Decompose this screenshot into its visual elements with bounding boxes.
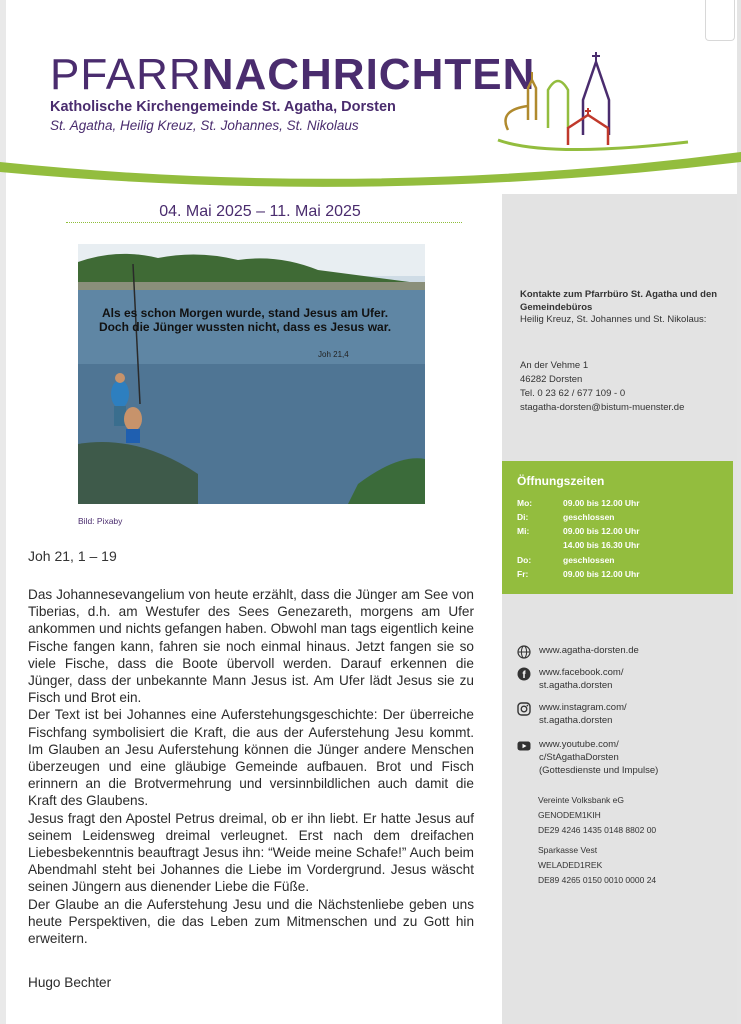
page-corner-tab (705, 0, 735, 41)
hours-day: Fr: (517, 569, 529, 579)
article-paragraph: Der Glaube an die Auferstehung Jesu und die Nächstenliebe geben uns heute Perspektiven, die das Leben zum Mitmenschen und zu Gott hin erweitern. (28, 896, 474, 947)
facebook-icon (517, 667, 531, 681)
parish-name: Katholische Kirchengemeinde St. Agatha, Dorsten (50, 99, 396, 115)
contact-address (520, 359, 684, 415)
article-paragraph: Das Johannesevangelium von heute erzählt, dass die Jünger am See von Tiberias, d.h. am Westufer des Sees Genezareth, morgens am Ufer ankommen und nichts gefangen haben. Obwohl man tags eigentlich keine Fische fangen kann, fahren sie noch einmal hinaus. Jetzt fangen sie so viele Fische, dass die Boote übervoll werden. Darauf erkennen die Jünger, dass der unbekannte Mann Jesus ist. Am Ufer lädt Jesus sie zu Fisch und Brot ein. (28, 587, 474, 706)
youtube-description: (Gottesdienste und Impulse) (539, 765, 659, 776)
photo-illustration (78, 244, 425, 504)
address-street: An der Vehme 1 (520, 360, 589, 371)
hours-day: Mo: (517, 498, 533, 508)
opening-hours-title: Öffnungszeiten (517, 474, 605, 488)
article-body (28, 586, 474, 947)
hours-row (517, 569, 640, 579)
youtube-url-line2[interactable]: c/StAgathaDorsten (539, 752, 619, 763)
title-part-bold: NACHRICHTEN (201, 50, 536, 99)
bank-bic: GENODEM1KIH (538, 810, 601, 820)
article-author: Hugo Bechter (28, 975, 112, 990)
hours-time: 09.00 bis 12.00 Uhr (563, 498, 640, 508)
hours-row (517, 555, 615, 565)
photo-credit: Bild: Pixaby (78, 516, 123, 526)
globe-icon (517, 645, 531, 659)
hours-row (517, 498, 640, 508)
youtube-link[interactable] (517, 739, 717, 781)
email-link[interactable]: stagatha-dorsten@bistum-muenster.de (520, 402, 685, 413)
hours-day: Do: (517, 555, 532, 565)
bank-account (538, 843, 656, 888)
phone-number[interactable]: Tel. 0 23 62 / 677 109 - 0 (520, 388, 626, 399)
contact-block (520, 289, 730, 327)
hours-time: geschlossen (563, 555, 615, 565)
bank-bic: WELADED1REK (538, 860, 603, 870)
lake-fishing-photo (78, 244, 425, 504)
bank-name: Sparkasse Vest (538, 845, 598, 855)
parish-list: St. Agatha, Heilig Kreuz, St. Johannes, St. Nikolaus (50, 118, 359, 133)
address-city: 46282 Dorsten (520, 374, 583, 385)
photo-bible-reference: Joh 21,4 (318, 350, 349, 359)
bank-iban: DE29 4246 1435 0148 8802 00 (538, 825, 657, 835)
instagram-link[interactable] (517, 702, 717, 730)
facebook-link[interactable] (517, 667, 717, 695)
bank-account (538, 793, 656, 838)
website-url[interactable]: www.agatha-dorsten.de (539, 645, 639, 656)
bank-name: Vereinte Volksbank eG (538, 795, 625, 805)
bank-iban: DE89 4265 0150 0010 0000 24 (538, 875, 657, 885)
youtube-url-line1[interactable]: www.youtube.com/ (539, 739, 619, 750)
photo-caption: Als es schon Morgen wurde, stand Jesus am Ufer. Doch die Jünger wussten nicht, dass es Jesus war. (98, 306, 392, 334)
hours-day: Di: (517, 512, 529, 522)
newsletter-title (50, 50, 535, 100)
hours-row (517, 512, 615, 522)
contact-heading: Kontakte zum Pfarrbüro St. Agatha und den Gemeindebüros (520, 289, 718, 313)
hours-day: Mi: (517, 526, 530, 536)
youtube-icon (517, 739, 531, 753)
svg-text:f: f (522, 670, 526, 681)
instagram-icon (517, 702, 531, 716)
hours-row (517, 526, 640, 536)
instagram-url-line1[interactable]: www.instagram.com/ (539, 702, 627, 713)
date-divider (66, 222, 462, 223)
website-link[interactable] (517, 645, 717, 661)
instagram-url-line2[interactable]: st.agatha.dorsten (539, 715, 613, 726)
article-paragraph: Jesus fragt den Apostel Petrus dreimal, ob er ihn liebt. Er hatte Jesus auf seinem Leidensweg dreimal verleugnet. Erst nach dem dreifachen Liebesbekenntnis beauftragt Jesus ihn: “Weide meine Schafe!” Auch beim Abendmahl steht bei Johannes die Liebe im Vordergrund. Jesus wäscht seinen Jüngern aus dienender Liebe die Füße. (28, 810, 474, 895)
facebook-url-line2[interactable]: st.agatha.dorsten (539, 680, 613, 691)
article-reference: Joh 21, 1 – 19 (28, 548, 117, 564)
contact-heading-sub: Heilig Kreuz, St. Johannes und St. Nikolaus: (520, 314, 707, 326)
header-swoosh (0, 140, 741, 200)
hours-time: 14.00 bis 16.30 Uhr (563, 540, 640, 550)
date-range: 04. Mai 2025 – 11. Mai 2025 (159, 203, 361, 220)
hours-row (517, 540, 640, 550)
title-part-thin: PFARR (50, 50, 202, 99)
hours-time: geschlossen (563, 512, 615, 522)
article-paragraph: Der Text ist bei Johannes eine Auferstehungsgeschichte: Der überreiche Fischfang symbolisiert die Kraft, die aus der Auferstehung Jesu kommt. Im Glauben an Jesu Auferstehung können die Jünger andere Menschen überzeugen und eine gläubige Gemeinde aufbauen. Brot und Fisch erinnern an die Brotvermehrung und versinnbildlichen auch damit die Kraft des Glaubens. (28, 707, 474, 809)
facebook-url-line1[interactable]: www.facebook.com/ (539, 667, 624, 678)
hours-time: 09.00 bis 12.00 Uhr (563, 569, 640, 579)
hours-time: 09.00 bis 12.00 Uhr (563, 526, 640, 536)
